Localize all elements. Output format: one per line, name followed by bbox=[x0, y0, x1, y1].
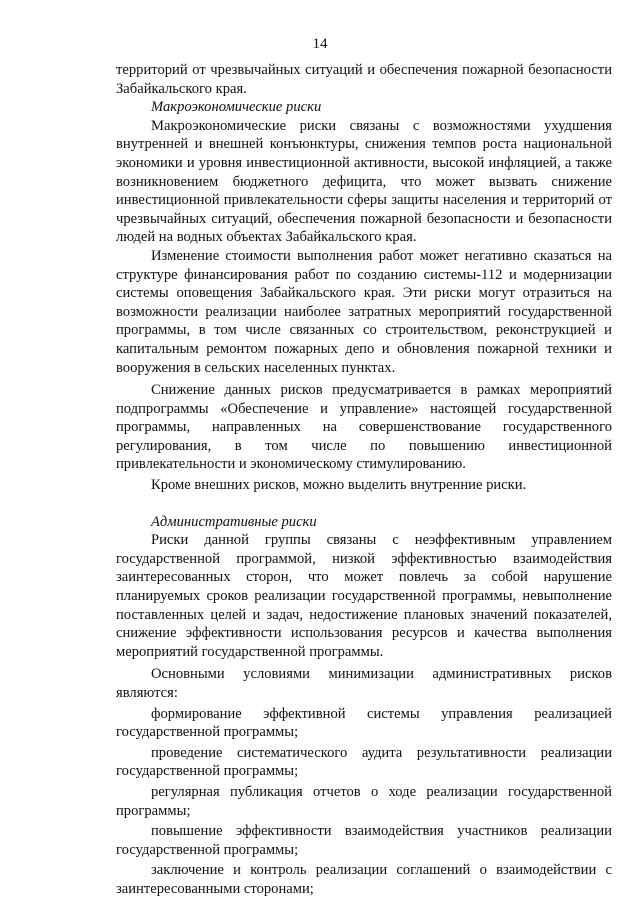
list-item: проведение систематического аудита результативности реализации государственной программы; bbox=[116, 744, 612, 780]
paragraph-risk-reduction: Снижение данных рисков предусматривается в рамках мероприятий подпрограммы «Обеспечение и управление» настоящей государственной программы, направленных на совершенствование государственного регулирования, в том числе по повышению инвестиционной привлекательности и экономическому стимулированию. bbox=[116, 382, 612, 473]
paragraph-continuation: территорий от чрезвычайных ситуаций и обеспечения пожарной безопасности Забайкальского края. bbox=[116, 62, 612, 97]
section-heading-macroeconomic-risks: Макроэкономические риски bbox=[151, 99, 322, 116]
paragraph-administrative-risks: Риски данной группы связаны с неэффективным управлением государственной программой, низкой эффективностью взаимодействия заинтересованных сторон, что может повлечь за собой нарушение планируемых сроков реализации государственной программы, невыполнение поставленных целей и задач, недостижение плановых значений показателей, снижение эффективности использования ресурсов и качества выполнения мероприятий государственной программы. bbox=[116, 532, 612, 660]
paragraph-cost-change: Изменение стоимости выполнения работ может негативно сказаться на структуре финансирования работ по созданию системы-112 и модернизации системы оповещения Забайкальского края. Эти риски могут отразиться на возможности реализации наиболее затратных мероприятий государственной программы, в том числе связанных со строительством, реконструкцией и капитальным ремонтом пожарных депо и обновления пожарной техники и вооружения в сельских населенных пунктах. bbox=[116, 247, 612, 376]
paragraph-internal-risks: Кроме внешних рисков, можно выделить внутренние риски. bbox=[151, 477, 527, 494]
list-item: заключение и контроль реализации соглашений о взаимодействии с заинтересованными сторонами; bbox=[116, 862, 612, 897]
paragraph-macroeconomic-risks: Макроэкономические риски связаны с возможностями ухудшения внутренней и внешней конъюнктуры, снижения темпов роста национальной экономики и уровня инвестиционной активности, высокой инфляцией, а также возникновением бюджетного дефицита, что может вызвать снижение инвестиционной привлекательности сферы защиты населения и территорий от чрезвычайных ситуаций, обеспечения пожарной безопасности и безопасности людей на водных объектах Забайкальского края. bbox=[116, 117, 612, 246]
list-item: формирование эффективной системы управления реализацией государственной программы; bbox=[116, 705, 612, 741]
page-number: 14 bbox=[312, 36, 328, 52]
list-item: регулярная публикация отчетов о ходе реализации государственной программы; bbox=[116, 783, 612, 819]
paragraph-minimization-conditions: Основными условиями минимизации административных рисков являются: bbox=[116, 666, 612, 701]
document-body bbox=[116, 61, 612, 899]
list-item: повышение эффективности взаимодействия участников реализации государственной программы; bbox=[116, 823, 612, 858]
section-heading-administrative-risks: Административные риски bbox=[151, 513, 317, 530]
